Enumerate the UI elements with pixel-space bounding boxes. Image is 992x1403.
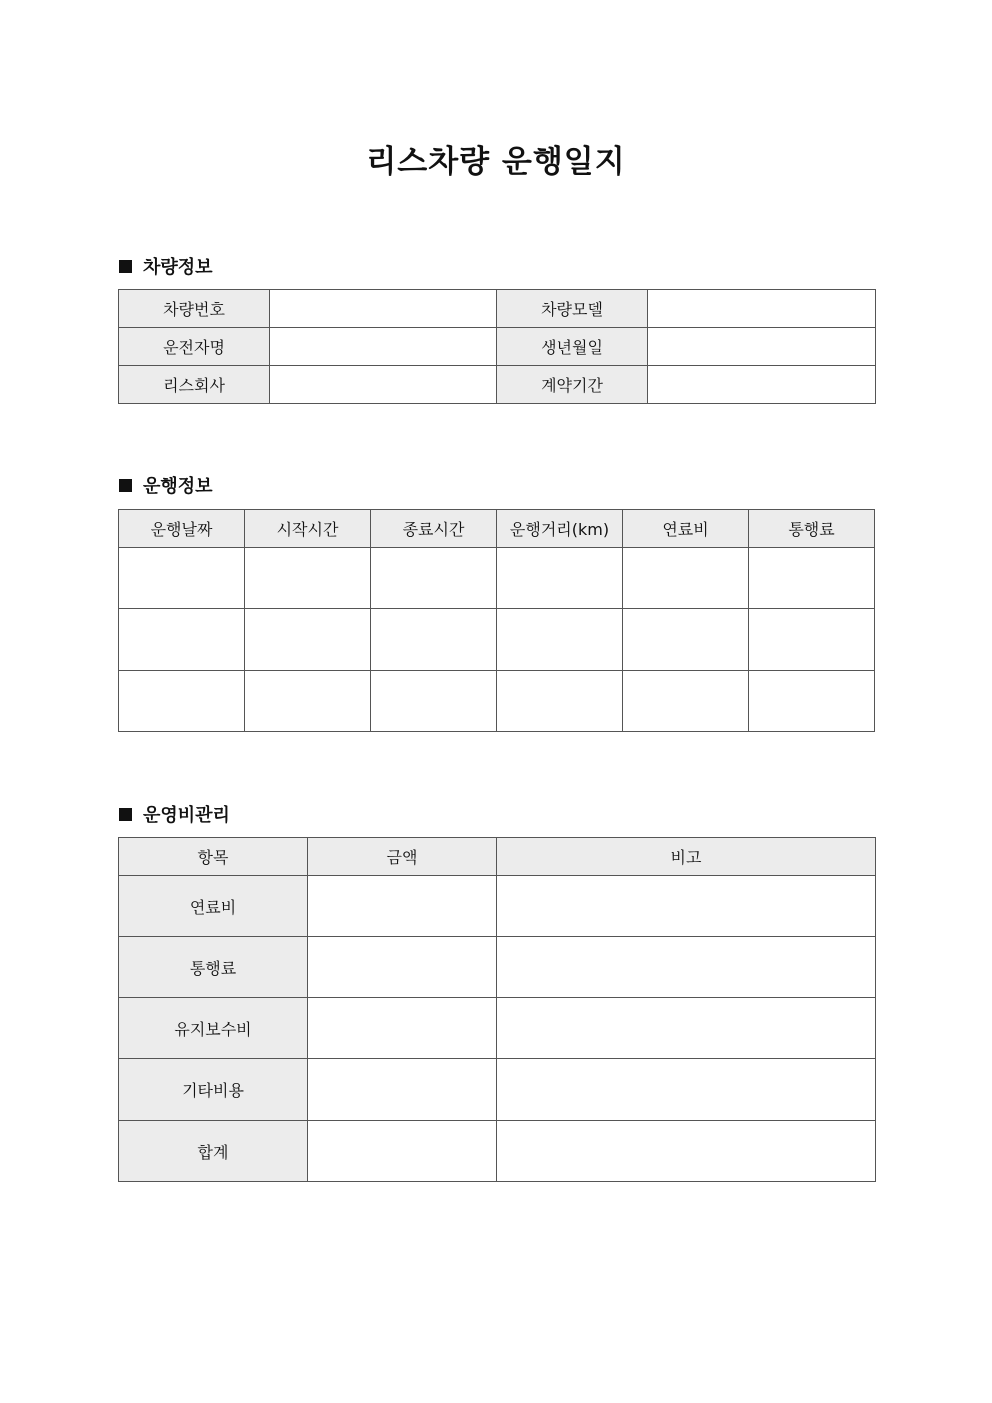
table-cell[interactable] xyxy=(623,548,749,609)
column-header-fuel-cost: 연료비 xyxy=(623,510,749,548)
table-row xyxy=(119,876,876,937)
table-cell[interactable] xyxy=(371,609,497,671)
remarks-cell[interactable] xyxy=(497,876,876,937)
table-row xyxy=(119,290,876,328)
birth-date-label: 생년월일 xyxy=(497,328,648,366)
table-row xyxy=(119,671,875,732)
section-heading-vehicle-info xyxy=(119,253,213,279)
table-cell[interactable] xyxy=(371,548,497,609)
table-cell[interactable] xyxy=(497,609,623,671)
table-cell[interactable] xyxy=(497,548,623,609)
table-cell[interactable] xyxy=(749,548,875,609)
row-label-toll: 통행료 xyxy=(119,937,308,998)
table-cell[interactable] xyxy=(749,671,875,732)
column-header-end-time: 종료시간 xyxy=(371,510,497,548)
table-cell[interactable] xyxy=(119,548,245,609)
column-header-toll: 통행료 xyxy=(749,510,875,548)
table-cell[interactable] xyxy=(749,609,875,671)
table-row xyxy=(119,548,875,609)
table-cell[interactable] xyxy=(119,671,245,732)
table-row xyxy=(119,937,876,998)
section-heading-cost-management xyxy=(119,801,230,827)
contract-period-label: 계약기간 xyxy=(497,366,648,404)
row-label-maintenance: 유지보수비 xyxy=(119,998,308,1059)
table-header-row xyxy=(119,838,876,876)
driver-name-field[interactable] xyxy=(270,328,497,366)
plate-number-field[interactable] xyxy=(270,290,497,328)
amount-cell[interactable] xyxy=(308,937,497,998)
table-row xyxy=(119,366,876,404)
square-bullet-icon xyxy=(119,479,132,492)
column-header-remarks: 비고 xyxy=(497,838,876,876)
amount-cell[interactable] xyxy=(308,876,497,937)
table-row xyxy=(119,998,876,1059)
column-header-distance: 운행거리(km) xyxy=(497,510,623,548)
square-bullet-icon xyxy=(119,260,132,273)
amount-cell[interactable] xyxy=(308,1121,497,1182)
cost-management-table xyxy=(118,837,876,1182)
plate-number-label: 차량번호 xyxy=(119,290,270,328)
row-label-total: 합계 xyxy=(119,1121,308,1182)
birth-date-field[interactable] xyxy=(648,328,876,366)
table-cell[interactable] xyxy=(245,671,371,732)
section-heading-label: 운행정보 xyxy=(143,476,213,497)
column-header-amount: 금액 xyxy=(308,838,497,876)
vehicle-model-field[interactable] xyxy=(648,290,876,328)
column-header-date: 운행날짜 xyxy=(119,510,245,548)
vehicle-info-table xyxy=(118,289,876,404)
page-title: 리스차량 운행일지 xyxy=(366,144,626,180)
table-cell[interactable] xyxy=(245,548,371,609)
table-header-row xyxy=(119,510,875,548)
table-row xyxy=(119,328,876,366)
driver-name-label: 운전자명 xyxy=(119,328,270,366)
table-cell[interactable] xyxy=(623,609,749,671)
table-cell[interactable] xyxy=(497,671,623,732)
section-heading-label: 운영비관리 xyxy=(143,805,230,826)
lease-company-label: 리스회사 xyxy=(119,366,270,404)
lease-company-field[interactable] xyxy=(270,366,497,404)
table-cell[interactable] xyxy=(245,609,371,671)
column-header-item: 항목 xyxy=(119,838,308,876)
table-cell[interactable] xyxy=(119,609,245,671)
table-row xyxy=(119,609,875,671)
remarks-cell[interactable] xyxy=(497,937,876,998)
row-label-fuel-cost: 연료비 xyxy=(119,876,308,937)
column-header-start-time: 시작시간 xyxy=(245,510,371,548)
contract-period-field[interactable] xyxy=(648,366,876,404)
remarks-cell[interactable] xyxy=(497,1121,876,1182)
remarks-cell[interactable] xyxy=(497,998,876,1059)
vehicle-model-label: 차량모델 xyxy=(497,290,648,328)
amount-cell[interactable] xyxy=(308,998,497,1059)
remarks-cell[interactable] xyxy=(497,1059,876,1121)
section-heading-label: 차량정보 xyxy=(143,257,213,278)
amount-cell[interactable] xyxy=(308,1059,497,1121)
table-cell[interactable] xyxy=(623,671,749,732)
table-cell[interactable] xyxy=(371,671,497,732)
table-row xyxy=(119,1059,876,1121)
row-label-other-costs: 기타비용 xyxy=(119,1059,308,1121)
operation-info-table xyxy=(118,509,875,732)
square-bullet-icon xyxy=(119,808,132,821)
section-heading-operation-info xyxy=(119,472,213,498)
table-row xyxy=(119,1121,876,1182)
